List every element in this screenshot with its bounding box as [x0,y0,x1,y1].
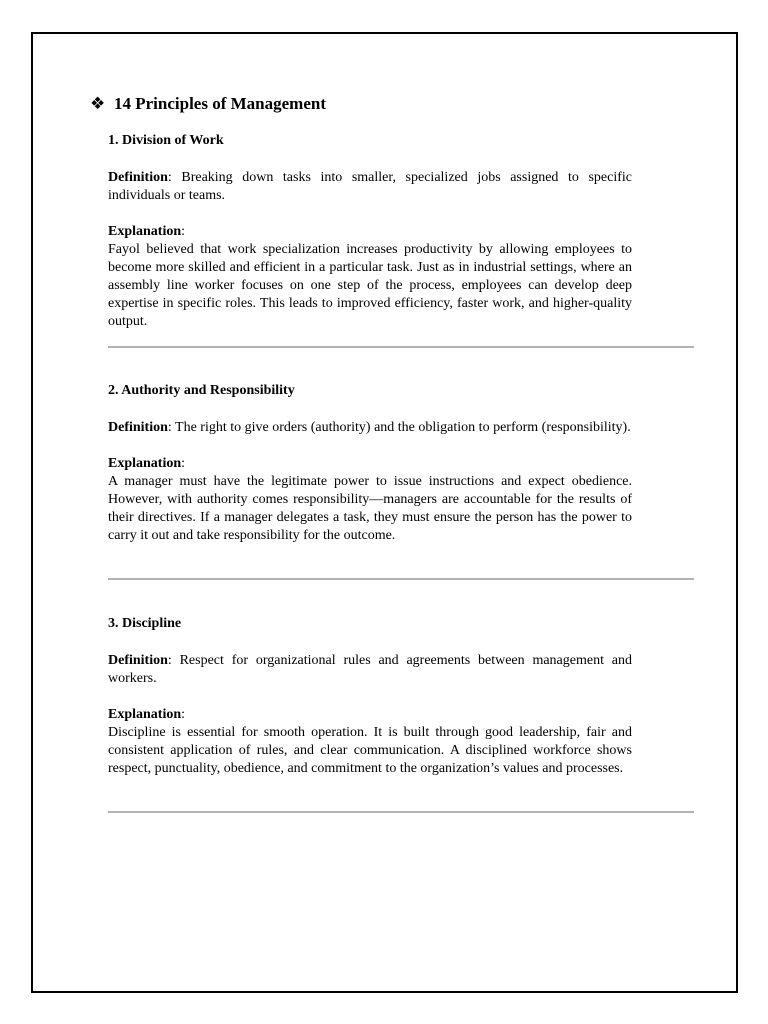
section-divider [108,811,694,813]
label-colon: : [181,707,186,722]
explanation-text: A manager must have the legitimate power to issue instructions and expect obedience. However, with authority comes responsibility—managers are accountable for the results of their directives. If a manager delegates a task, they must ensure the person has the power to carry it out and take responsibility for the outcome. [108,474,632,543]
section-discipline [108,615,632,778]
explanation-label-line [108,455,632,473]
label-colon: : [181,456,186,471]
definition-text: : Breaking down tasks into smaller, specialized jobs assigned to specific individuals or teams. [108,170,632,203]
section-divider [108,346,694,348]
section-heading: 1. Division of Work [108,133,224,148]
section-divider [108,578,694,580]
definition-label: Definition [108,170,168,185]
definition-text: : The right to give orders (authority) and the obligation to perform (responsibility). [167,420,631,435]
diamond-bullet-icon: ❖ [90,94,106,113]
definition-paragraph [108,419,632,437]
section-heading: 2. Authority and Responsibility [108,383,295,398]
explanation-label-line [108,706,632,724]
explanation-text: Fayol believed that work specialization increases productivity by allowing employees to become more skilled and efficient in a particular task. Just as in industrial settings, where an assembly line worker focuses on one step of the process, employees can develop deep expertise in specific roles. This leads to improved efficiency, faster work, and higher-quality output. [108,242,632,329]
definition-paragraph [108,169,632,205]
section-heading: 3. Discipline [108,616,182,631]
explanation-label: Explanation [108,224,182,239]
section-authority-and-responsibility [108,382,632,545]
document-title-text: 14 Principles of Management [114,94,326,113]
label-colon: : [181,224,186,239]
definition-label: Definition [108,420,168,435]
section-division-of-work [108,132,632,331]
definition-paragraph [108,652,632,688]
explanation-label-line [108,223,632,241]
explanation-label: Explanation [108,456,182,471]
definition-label: Definition [108,653,168,668]
document-title [90,94,326,114]
explanation-label: Explanation [108,707,182,722]
definition-text: : Respect for organizational rules and agreements between management and workers. [108,653,632,686]
explanation-text: Discipline is essential for smooth operation. It is built through good leadership, fair and consistent application of rules, and clear communication. A disciplined workforce shows respect, punctuality, obedience, and commitment to the organization’s values and processes. [108,725,632,776]
